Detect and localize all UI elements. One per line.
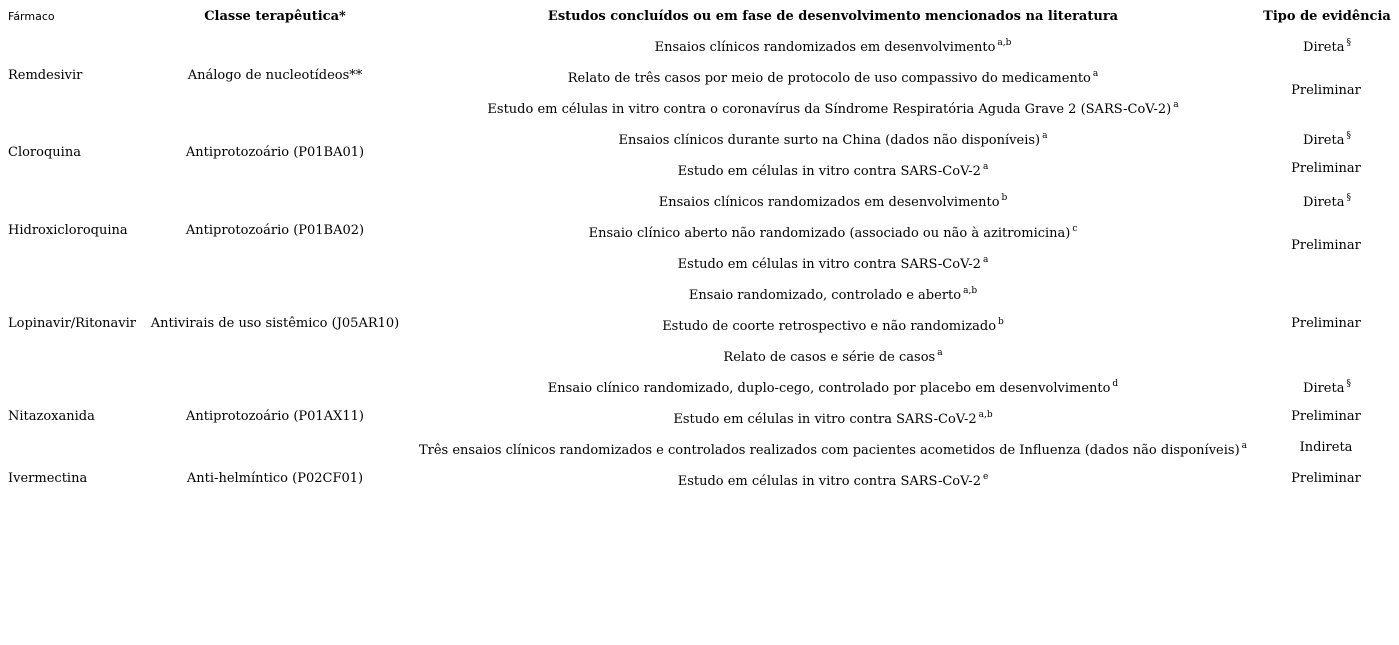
evidence-type: Preliminar [1291, 238, 1361, 253]
evidence-type: Direta § [1303, 38, 1351, 55]
study-item: Estudo em células in vitro contra SARS-CoV-2 $^a$ [677, 255, 989, 272]
study-ref: a [1092, 69, 1099, 79]
study-item: Estudo de coorte retrospectivo e não randomizado $^b$ [662, 317, 1004, 334]
evidence-ref: § [1346, 131, 1351, 141]
study-item: Ensaios clínicos randomizados em desenvolvimento $^{a,b}$ [654, 38, 1012, 55]
study-item: Ensaios clínicos randomizados em desenvolvimento $^b$ [658, 193, 1008, 210]
evidence-type: Preliminar [1291, 83, 1361, 98]
study-item: Relato de três casos por meio de protocolo de uso compassivo do medicamento $^a$ [567, 69, 1099, 86]
drug-class: Antiprotozoário (P01BA02) [185, 223, 365, 238]
drug-class: Antivirais de uso sistêmico (J05AR10) [150, 316, 400, 331]
evidence-type: Preliminar [1291, 161, 1361, 176]
evidence-type: Direta § [1303, 193, 1351, 210]
evidence-type: Preliminar [1291, 316, 1361, 331]
study-ref: a,b [978, 410, 993, 420]
drug-name: Cloroquina [8, 145, 81, 160]
study-ref: a [982, 255, 989, 265]
study-ref: c [1072, 224, 1078, 234]
study-ref: b [1001, 193, 1008, 203]
evidence-ref: § [1346, 193, 1351, 203]
drug-name: Lopinavir/Ritonavir [8, 316, 136, 331]
header-drug: Fármaco [8, 10, 55, 23]
evidence-type: Preliminar [1291, 471, 1361, 486]
study-item: Estudo em células in vitro contra SARS-CoV-2 $^e$ [677, 472, 989, 489]
study-ref: a [937, 348, 943, 358]
drug-name: Hidroxicloroquina [8, 223, 128, 238]
study-ref: a [1241, 441, 1248, 451]
study-item: Ensaio clínico randomizado, duplo-cego, controlado por placebo em desenvolvimento $^d$ [547, 379, 1119, 396]
drug-name: Ivermectina [8, 471, 88, 486]
drug-name: Nitazoxanida [8, 409, 95, 424]
study-item: Ensaios clínicos durante surto na China (dados não disponíveis) $^a$ [618, 131, 1048, 148]
evidence-type: Direta § [1303, 131, 1351, 148]
study-item: Estudo em células in vitro contra SARS-CoV-2 $^a$ [677, 162, 989, 179]
study-item: Relato de casos e série de casos $^a$ [723, 348, 943, 365]
drug-class: Análogo de nucleotídeos** [187, 68, 363, 83]
evidence-ref: § [1346, 38, 1351, 48]
drug-class: Antiprotozoário (P01AX11) [186, 409, 364, 424]
study-item: Estudo em células in vitro contra SARS-CoV-2 $^{a,b}$ [673, 410, 993, 427]
study-ref: b [998, 317, 1004, 327]
header-studies: Estudos concluídos ou em fase de desenvolvimento mencionados na literatura [547, 9, 1119, 24]
evidence-type: Indireta [1299, 440, 1353, 455]
drug-class: Antiprotozoário (P01BA01) [185, 145, 365, 160]
evidence-ref: § [1346, 379, 1351, 389]
header-evidence: Tipo de evidência [1263, 9, 1391, 24]
header-class: Classe terapêutica* [204, 9, 346, 24]
study-ref: a [982, 162, 989, 172]
study-item: Ensaio randomizado, controlado e aberto $^{a,b}$ [688, 286, 978, 303]
study-item: Ensaio clínico aberto não randomizado (associado ou não à azitromicina) $^c$ [588, 224, 1078, 241]
study-ref: e [982, 472, 989, 482]
study-ref: a,b [997, 38, 1012, 48]
study-item: Três ensaios clínicos randomizados e controlados realizados com pacientes acometidos de Influenza (dados não disponíveis) $^a$ [418, 441, 1248, 458]
study-ref: a,b [963, 286, 978, 296]
drug-class: Anti-helmíntico (P02CF01) [186, 471, 364, 486]
study-ref: d [1112, 379, 1119, 389]
evidence-type: Direta § [1303, 379, 1351, 396]
study-ref: a [1042, 131, 1048, 141]
study-ref: a [1173, 100, 1179, 110]
study-item: Estudo em células in vitro contra o coronavírus da Síndrome Respiratória Aguda Grave 2 (SARS-CoV-2) $^a$ [487, 100, 1179, 117]
evidence-type: Preliminar [1291, 409, 1361, 424]
drug-name: Remdesivir [8, 68, 83, 83]
